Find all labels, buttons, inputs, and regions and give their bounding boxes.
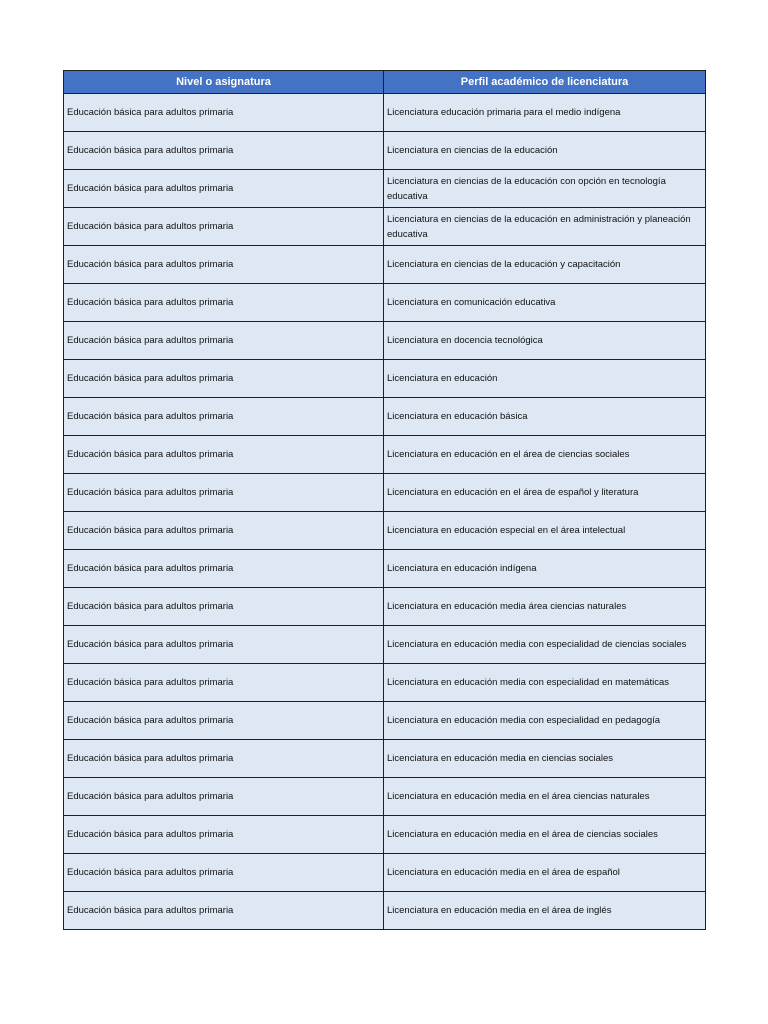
cell-level: Educación básica para adultos primaria	[64, 360, 384, 398]
cell-level: Educación básica para adultos primaria	[64, 398, 384, 436]
cell-profile: Licenciatura en educación media en el área de español	[384, 854, 706, 892]
cell-level: Educación básica para adultos primaria	[64, 322, 384, 360]
cell-profile: Licenciatura educación primaria para el medio indígena	[384, 94, 706, 132]
table-row	[64, 664, 706, 702]
cell-level: Educación básica para adultos primaria	[64, 740, 384, 778]
table-row	[64, 94, 706, 132]
cell-level: Educación básica para adultos primaria	[64, 246, 384, 284]
cell-level: Educación básica para adultos primaria	[64, 892, 384, 930]
cell-profile: Licenciatura en docencia tecnológica	[384, 322, 706, 360]
table-row	[64, 398, 706, 436]
column-header-level: Nivel o asignatura	[64, 71, 384, 94]
cell-profile: Licenciatura en educación media área ciencias naturales	[384, 588, 706, 626]
table-row	[64, 588, 706, 626]
table-row	[64, 360, 706, 398]
cell-profile: Licenciatura en educación media con especialidad de ciencias sociales	[384, 626, 706, 664]
table-row	[64, 702, 706, 740]
cell-profile: Licenciatura en educación media en ciencias sociales	[384, 740, 706, 778]
table-row	[64, 436, 706, 474]
table-row	[64, 512, 706, 550]
table-body	[64, 94, 706, 930]
cell-profile: Licenciatura en ciencias de la educación y capacitación	[384, 246, 706, 284]
cell-profile: Licenciatura en educación indígena	[384, 550, 706, 588]
table-row	[64, 550, 706, 588]
cell-level: Educación básica para adultos primaria	[64, 284, 384, 322]
table-row	[64, 322, 706, 360]
cell-profile: Licenciatura en educación media en el área ciencias naturales	[384, 778, 706, 816]
cell-level: Educación básica para adultos primaria	[64, 854, 384, 892]
cell-level: Educación básica para adultos primaria	[64, 550, 384, 588]
cell-level: Educación básica para adultos primaria	[64, 208, 384, 246]
cell-profile: Licenciatura en comunicación educativa	[384, 284, 706, 322]
table-row	[64, 208, 706, 246]
table-row	[64, 474, 706, 512]
cell-level: Educación básica para adultos primaria	[64, 702, 384, 740]
cell-level: Educación básica para adultos primaria	[64, 474, 384, 512]
table-row	[64, 778, 706, 816]
table-header-row	[64, 71, 706, 94]
cell-profile: Licenciatura en educación media en el área de inglés	[384, 892, 706, 930]
table-row	[64, 626, 706, 664]
table-row	[64, 854, 706, 892]
cell-level: Educación básica para adultos primaria	[64, 512, 384, 550]
cell-level: Educación básica para adultos primaria	[64, 170, 384, 208]
cell-profile: Licenciatura en educación básica	[384, 398, 706, 436]
table-row	[64, 132, 706, 170]
cell-level: Educación básica para adultos primaria	[64, 816, 384, 854]
cell-level: Educación básica para adultos primaria	[64, 778, 384, 816]
table-row	[64, 284, 706, 322]
cell-profile: Licenciatura en educación media en el área de ciencias sociales	[384, 816, 706, 854]
cell-profile: Licenciatura en ciencias de la educación	[384, 132, 706, 170]
cell-profile: Licenciatura en educación especial en el área intelectual	[384, 512, 706, 550]
table-row	[64, 246, 706, 284]
cell-level: Educación básica para adultos primaria	[64, 664, 384, 702]
cell-level: Educación básica para adultos primaria	[64, 626, 384, 664]
cell-profile: Licenciatura en ciencias de la educación con opción en tecnología educativa	[384, 170, 706, 208]
cell-profile: Licenciatura en educación media con especialidad en pedagogía	[384, 702, 706, 740]
table-row	[64, 816, 706, 854]
cell-level: Educación básica para adultos primaria	[64, 436, 384, 474]
profile-table	[63, 70, 706, 930]
cell-profile: Licenciatura en educación	[384, 360, 706, 398]
table-row	[64, 170, 706, 208]
table-row	[64, 892, 706, 930]
cell-profile: Licenciatura en ciencias de la educación en administración y planeación educativa	[384, 208, 706, 246]
column-header-profile: Perfil académico de licenciatura	[384, 71, 706, 94]
cell-level: Educación básica para adultos primaria	[64, 132, 384, 170]
cell-level: Educación básica para adultos primaria	[64, 94, 384, 132]
cell-profile: Licenciatura en educación media con especialidad en matemáticas	[384, 664, 706, 702]
table-row	[64, 740, 706, 778]
cell-level: Educación básica para adultos primaria	[64, 588, 384, 626]
cell-profile: Licenciatura en educación en el área de español y literatura	[384, 474, 706, 512]
cell-profile: Licenciatura en educación en el área de ciencias sociales	[384, 436, 706, 474]
